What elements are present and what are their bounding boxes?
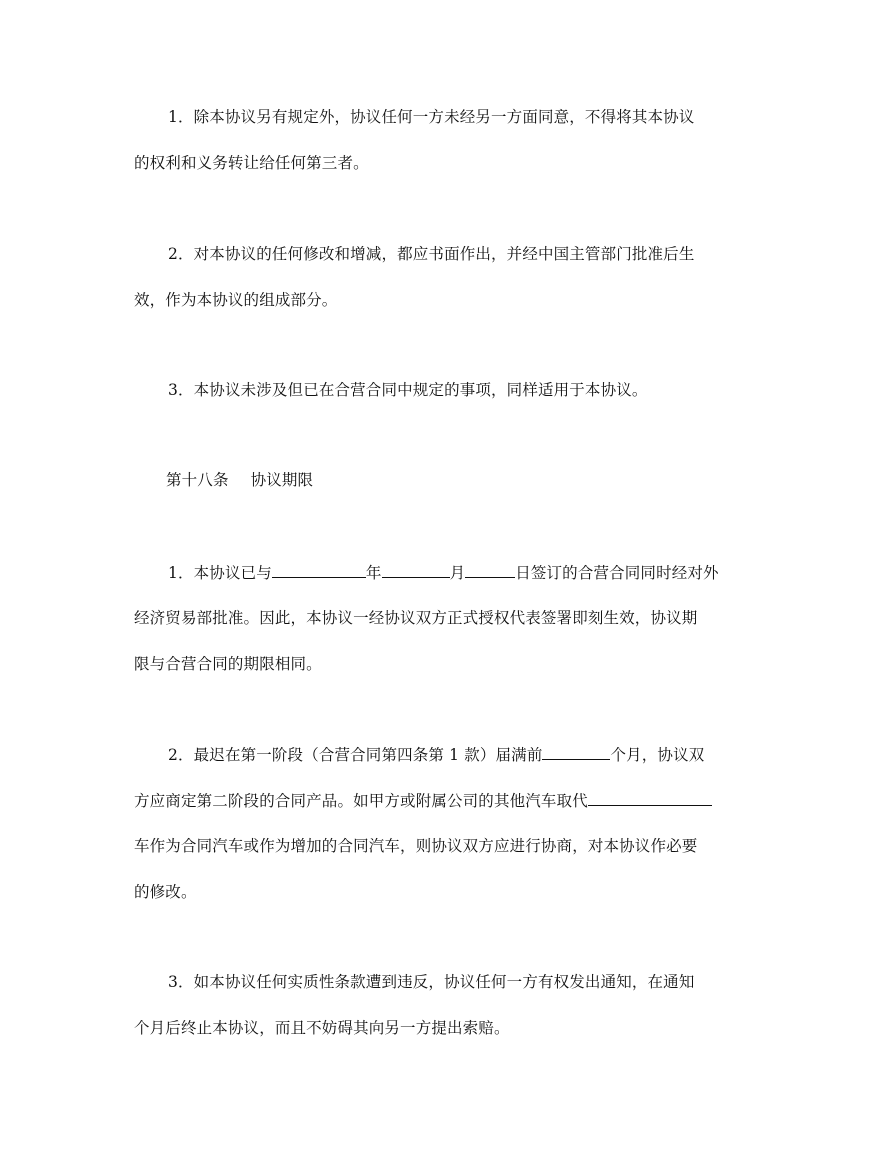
term-clause-2-prefix: 2．最迟在第一阶段（合营合同第四条第 1 款）届满前 bbox=[168, 746, 543, 764]
term-clause-2-line-2 bbox=[134, 790, 774, 811]
term-clause-2-line-2-text: 方应商定第二阶段的合同产品。如甲方或附属公司的其他汽车取代 bbox=[134, 792, 588, 810]
car-model-blank bbox=[588, 790, 712, 806]
term-clause-1-line-2: 经济贸易部批准。因此，本协议一经协议双方正式授权代表签署即刻生效，协议期 bbox=[134, 609, 698, 627]
clause-2-line-2: 效，作为本协议的组成部分。 bbox=[134, 291, 338, 309]
term-clause-2-line-4: 的修改。 bbox=[134, 883, 197, 901]
term-clause-1-suffix: 日签订的合营合同同时经对外 bbox=[515, 564, 719, 582]
clause-2-line-1: 2．对本协议的任何修改和增减，都应书面作出，并经中国主管部门批准后生 bbox=[168, 245, 695, 263]
clause-1-line-1: 1．除本协议另有规定外，协议任何一方未经另一方面同意，不得将其本协议 bbox=[168, 108, 695, 126]
clause-3-line-1: 3．本协议未涉及但已在合营合同中规定的事项，同样适用于本协议。 bbox=[168, 381, 648, 399]
term-clause-2-line-3: 车作为合同汽车或作为增加的合同汽车，则协议双方应进行协商，对本协议作必要 bbox=[134, 837, 698, 855]
month-label: 月 bbox=[449, 564, 466, 582]
months-blank bbox=[542, 744, 610, 760]
term-clause-3-line-1: 3．如本协议任何实质性条款遭到违反，协议任何一方有权发出通知，在通知 bbox=[168, 973, 695, 991]
term-clause-1-line-3: 限与合营合同的期限相同。 bbox=[134, 655, 322, 673]
clause-1-line-2: 的权利和义务转让给任何第三者。 bbox=[134, 154, 369, 172]
term-clause-1-prefix: 1．本协议已与 bbox=[168, 564, 272, 582]
day-blank bbox=[465, 562, 515, 578]
term-clause-2-line-1 bbox=[168, 744, 808, 765]
year-blank bbox=[272, 562, 366, 578]
year-label: 年 bbox=[365, 564, 382, 582]
month-blank bbox=[382, 562, 450, 578]
term-clause-1-line-1 bbox=[168, 562, 808, 583]
article-title: 协议期限 bbox=[250, 471, 314, 489]
article-number: 第十八条 bbox=[166, 471, 229, 489]
article-18-heading bbox=[166, 470, 806, 490]
term-clause-3-line-2: 个月后终止本协议，而且不妨碍其向另一方提出索赔。 bbox=[134, 1019, 510, 1037]
term-clause-2-suffix: 个月，协议双 bbox=[610, 746, 705, 764]
